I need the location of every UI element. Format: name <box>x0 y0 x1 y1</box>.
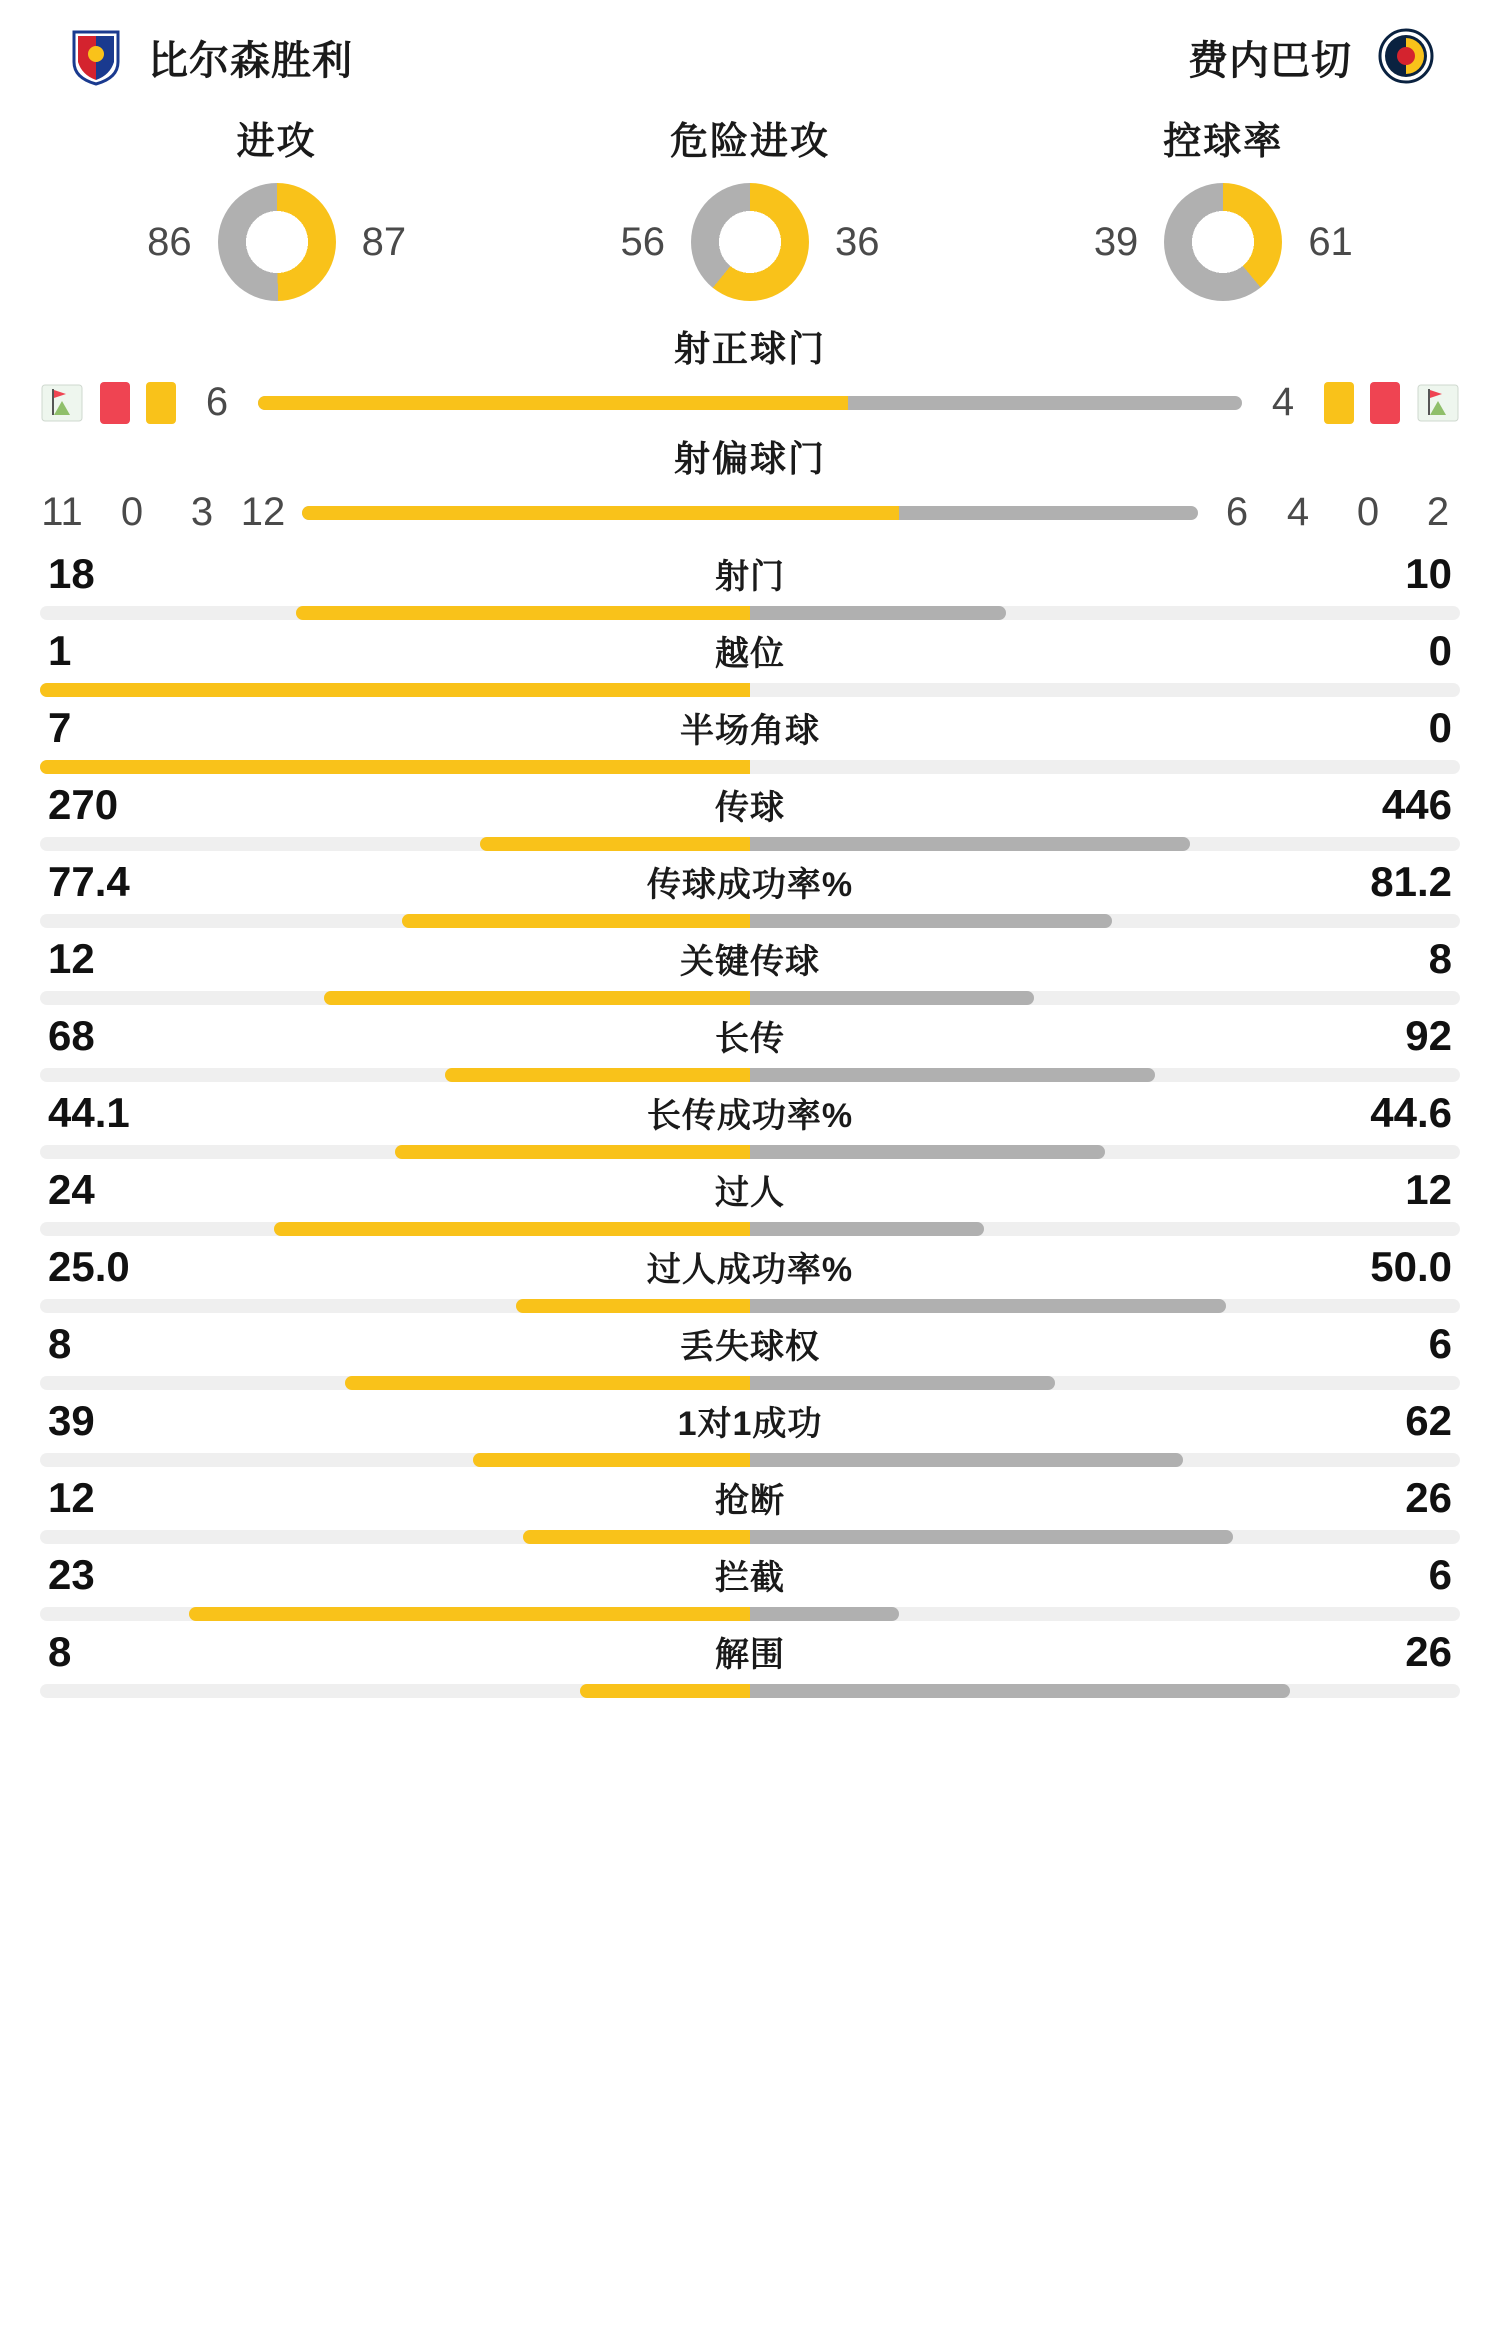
stat-label: 过人成功率% <box>646 1251 854 1289</box>
table-row <box>40 780 1460 851</box>
stat-bar <box>40 1607 1460 1621</box>
table-row <box>40 1165 1460 1236</box>
stat-home-value: 1 <box>48 627 72 674</box>
table-row <box>40 1473 1460 1544</box>
stat-home-value: 8 <box>48 1320 72 1367</box>
donut-possession-away-value: 61 <box>1308 219 1353 264</box>
table-row <box>40 1396 1460 1467</box>
home-team <box>70 28 353 86</box>
shots-off-target-row <box>40 490 1460 535</box>
table-row <box>40 1011 1460 1082</box>
stat-home-value: 23 <box>48 1551 95 1598</box>
away-yellow-cards-value: 4 <box>1286 490 1310 534</box>
stat-home-value: 18 <box>48 550 95 597</box>
stat-label: 拦截 <box>715 1559 785 1597</box>
stat-bar <box>40 1453 1460 1467</box>
stat-home-value: 7 <box>48 704 72 751</box>
stat-bar <box>40 683 1460 697</box>
donut-possession-label: 控球率 <box>1163 121 1284 163</box>
table-row <box>40 857 1460 928</box>
stat-bar <box>40 1145 1460 1159</box>
stat-bar <box>40 1530 1460 1544</box>
donut-dangerous-attack-away-value: 36 <box>834 219 880 264</box>
stat-label: 长传成功率% <box>646 1097 854 1135</box>
donut-possession-ring <box>1164 183 1282 301</box>
shots-off-target-home-value: 12 <box>240 490 286 534</box>
stat-away-value: 26 <box>1405 1474 1452 1521</box>
stat-bar <box>40 1684 1460 1698</box>
stat-away-value: 92 <box>1405 1012 1452 1059</box>
stat-away-value: 62 <box>1405 1397 1452 1444</box>
away-red-cards-value: 0 <box>1356 490 1380 534</box>
donut-charts <box>0 100 1500 307</box>
stat-bar <box>40 1299 1460 1313</box>
stat-label: 传球成功率% <box>646 866 854 904</box>
stat-bar <box>40 1068 1460 1082</box>
yellow-card-icon <box>1324 382 1354 424</box>
donut-possession <box>1008 110 1438 301</box>
stat-bar <box>40 1222 1460 1236</box>
stat-bar <box>40 914 1460 928</box>
stat-away-value: 8 <box>1428 935 1452 982</box>
away-icon-group <box>1324 382 1460 424</box>
table-row <box>40 1319 1460 1390</box>
donut-dangerous-attack <box>535 110 965 301</box>
stat-bar <box>40 1376 1460 1390</box>
stat-away-value: 446 <box>1381 781 1452 828</box>
stat-home-value: 44.1 <box>48 1089 130 1136</box>
table-row <box>40 626 1460 697</box>
table-row <box>40 1088 1460 1159</box>
donut-attack-label: 进攻 <box>236 121 317 163</box>
stat-label: 解围 <box>715 1636 785 1674</box>
stat-home-value: 68 <box>48 1012 95 1059</box>
shots-off-target-away-value: 6 <box>1225 490 1249 534</box>
stat-away-value: 81.2 <box>1370 858 1452 905</box>
match-header <box>0 0 1500 100</box>
viktoria-plzen-crest-icon <box>70 28 122 86</box>
table-row <box>40 934 1460 1005</box>
stat-label: 长传 <box>715 1020 785 1058</box>
stat-label: 半场角球 <box>680 712 820 750</box>
shots-on-target-bar <box>258 396 1242 410</box>
stat-label: 射门 <box>715 558 785 596</box>
stat-home-value: 12 <box>48 1474 95 1521</box>
shots-on-target-label: 射正球门 <box>673 328 826 369</box>
stat-home-value: 8 <box>48 1628 72 1675</box>
donut-attack <box>62 110 492 301</box>
donut-attack-away-value: 87 <box>361 219 407 264</box>
stat-label: 丢失球权 <box>680 1328 820 1366</box>
red-card-icon <box>1370 382 1400 424</box>
table-row <box>40 1627 1460 1698</box>
home-corners-value: 11 <box>41 490 83 534</box>
donut-dangerous-attack-label: 危险进攻 <box>669 121 830 163</box>
stat-home-value: 12 <box>48 935 95 982</box>
away-team <box>1188 28 1430 86</box>
shots-on-target-away-value: 4 <box>1271 380 1295 424</box>
stat-label: 传球 <box>715 789 785 827</box>
donut-attack-ring <box>218 183 336 301</box>
stat-bar <box>40 606 1460 620</box>
stat-away-value: 12 <box>1405 1166 1452 1213</box>
stat-away-value: 26 <box>1405 1628 1452 1675</box>
stat-away-value: 6 <box>1428 1320 1452 1367</box>
stat-bar <box>40 760 1460 774</box>
donut-dangerous-attack-home-value: 56 <box>620 219 665 264</box>
away-corners-value: 2 <box>1426 490 1450 534</box>
home-yellow-cards-value: 3 <box>190 490 214 534</box>
stat-label: 过人 <box>715 1174 785 1212</box>
table-row <box>40 549 1460 620</box>
shots-off-target-label: 射偏球门 <box>673 438 826 479</box>
shots-section <box>0 307 1500 535</box>
fenerbahce-crest-icon <box>1378 28 1430 86</box>
table-row <box>40 1242 1460 1313</box>
stat-home-value: 270 <box>48 781 119 828</box>
stat-rows <box>0 535 1500 1734</box>
stat-home-value: 24 <box>48 1166 95 1213</box>
stat-away-value: 0 <box>1428 627 1452 674</box>
donut-possession-home-value: 39 <box>1093 219 1139 264</box>
red-card-icon <box>100 382 130 424</box>
shots-off-target-bar <box>302 506 1198 520</box>
home-discipline-numbers <box>40 490 224 535</box>
away-team-name: 费内巴切 <box>1188 38 1352 83</box>
home-red-cards-value: 0 <box>120 490 144 534</box>
stat-away-value: 10 <box>1405 550 1452 597</box>
home-team-name: 比尔森胜利 <box>148 38 353 83</box>
stat-away-value: 6 <box>1428 1551 1452 1598</box>
stat-home-value: 25.0 <box>48 1243 130 1290</box>
stat-home-value: 77.4 <box>48 858 130 905</box>
stat-bar <box>40 837 1460 851</box>
stat-away-value: 50.0 <box>1370 1243 1452 1290</box>
home-icon-group <box>40 382 176 424</box>
donut-attack-home-value: 86 <box>147 219 192 264</box>
away-discipline-numbers <box>1276 490 1460 535</box>
stat-away-value: 0 <box>1428 704 1452 751</box>
yellow-card-icon <box>146 382 176 424</box>
corner-flag-icon <box>40 383 84 423</box>
corner-flag-icon <box>1416 383 1460 423</box>
shots-on-target-row <box>40 380 1460 425</box>
table-row <box>40 1550 1460 1621</box>
stat-label: 1对1成功 <box>677 1405 823 1443</box>
stat-home-value: 39 <box>48 1397 95 1444</box>
stat-bar <box>40 991 1460 1005</box>
stat-label: 越位 <box>715 635 785 673</box>
shots-on-target-home-value: 6 <box>205 380 229 424</box>
stat-label: 关键传球 <box>680 943 820 981</box>
donut-dangerous-attack-ring <box>691 183 809 301</box>
stat-away-value: 44.6 <box>1370 1089 1452 1136</box>
stat-label: 抢断 <box>715 1482 785 1520</box>
table-row <box>40 703 1460 774</box>
